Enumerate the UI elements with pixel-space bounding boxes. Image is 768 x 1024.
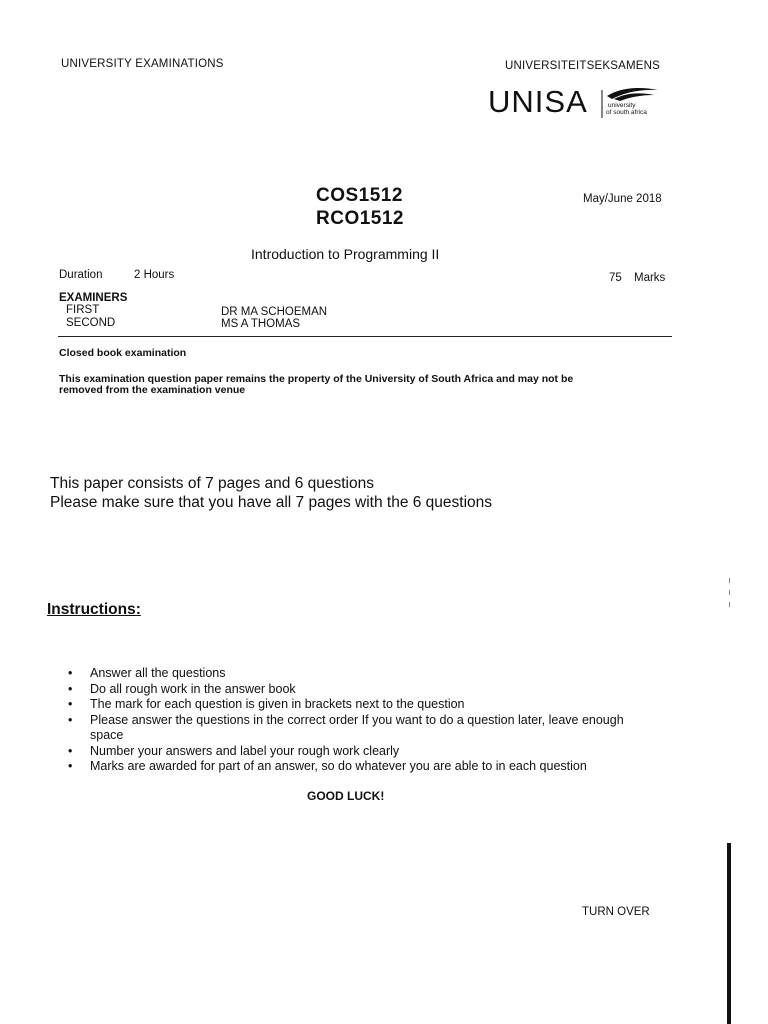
scan-edge-line	[727, 843, 731, 1024]
marks-label: Marks	[634, 272, 666, 284]
second-examiner-label: SECOND	[66, 317, 116, 329]
instruction-item: • Please answer the questions in the correct order If you want to do a question later, leave enough space	[68, 713, 656, 744]
scan-edge-mark	[729, 602, 730, 607]
instruction-item: • Marks are awarded for part of an answer, so do whatever you are able to in each question	[68, 759, 668, 775]
instruction-item: • The mark for each question is given in brackets next to the question	[68, 697, 668, 713]
duration-label: Duration	[59, 269, 103, 281]
unisa-logo-tagline-2: of south africa	[606, 109, 647, 116]
scan-edge-mark	[729, 578, 730, 583]
unisa-logo-text: UNISA	[488, 84, 588, 119]
course-title: Introduction to Programming II	[251, 246, 440, 262]
property-note-line-1: This examination question paper remains the property of the University of South Africa and may not be	[59, 373, 574, 385]
marks-value: 75	[609, 272, 622, 284]
header-university-examinations: UNIVERSITY EXAMINATIONS	[61, 58, 224, 70]
course-code-cos1512: COS1512	[316, 185, 403, 206]
pages-info-line-2: Please make sure that you have all 7 pages with the 6 questions	[50, 494, 493, 511]
first-examiner-label: FIRST	[66, 304, 100, 316]
examiners-heading: EXAMINERS	[59, 292, 128, 304]
exam-date: May/June 2018	[583, 193, 662, 205]
unisa-logo	[488, 84, 668, 124]
good-luck-text: GOOD LUCK!	[307, 789, 385, 803]
instructions-title: Instructions:	[47, 601, 141, 618]
header-divider	[58, 336, 672, 337]
closed-book-note: Closed book examination	[59, 347, 187, 359]
header-universiteitseksamens: UNIVERSITEITSEKSAMENS	[505, 60, 661, 72]
duration-value: 2 Hours	[134, 269, 175, 281]
instruction-item: • Number your answers and label your rough work clearly	[68, 744, 668, 760]
course-code-rco1512: RCO1512	[316, 208, 404, 229]
property-note-line-2: removed from the examination venue	[59, 384, 246, 396]
first-examiner-name: DR MA SCHOEMAN	[221, 306, 328, 318]
turn-over-text: TURN OVER	[582, 906, 650, 918]
instructions-list	[68, 666, 668, 775]
instruction-item: • Answer all the questions	[68, 666, 668, 682]
second-examiner-name: MS A THOMAS	[221, 318, 301, 330]
pages-info-line-1: This paper consists of 7 pages and 6 questions	[50, 475, 374, 492]
scan-edge-mark	[729, 590, 730, 595]
unisa-logo-tagline-1: university	[608, 102, 636, 109]
instruction-item: • Do all rough work in the answer book	[68, 682, 668, 698]
